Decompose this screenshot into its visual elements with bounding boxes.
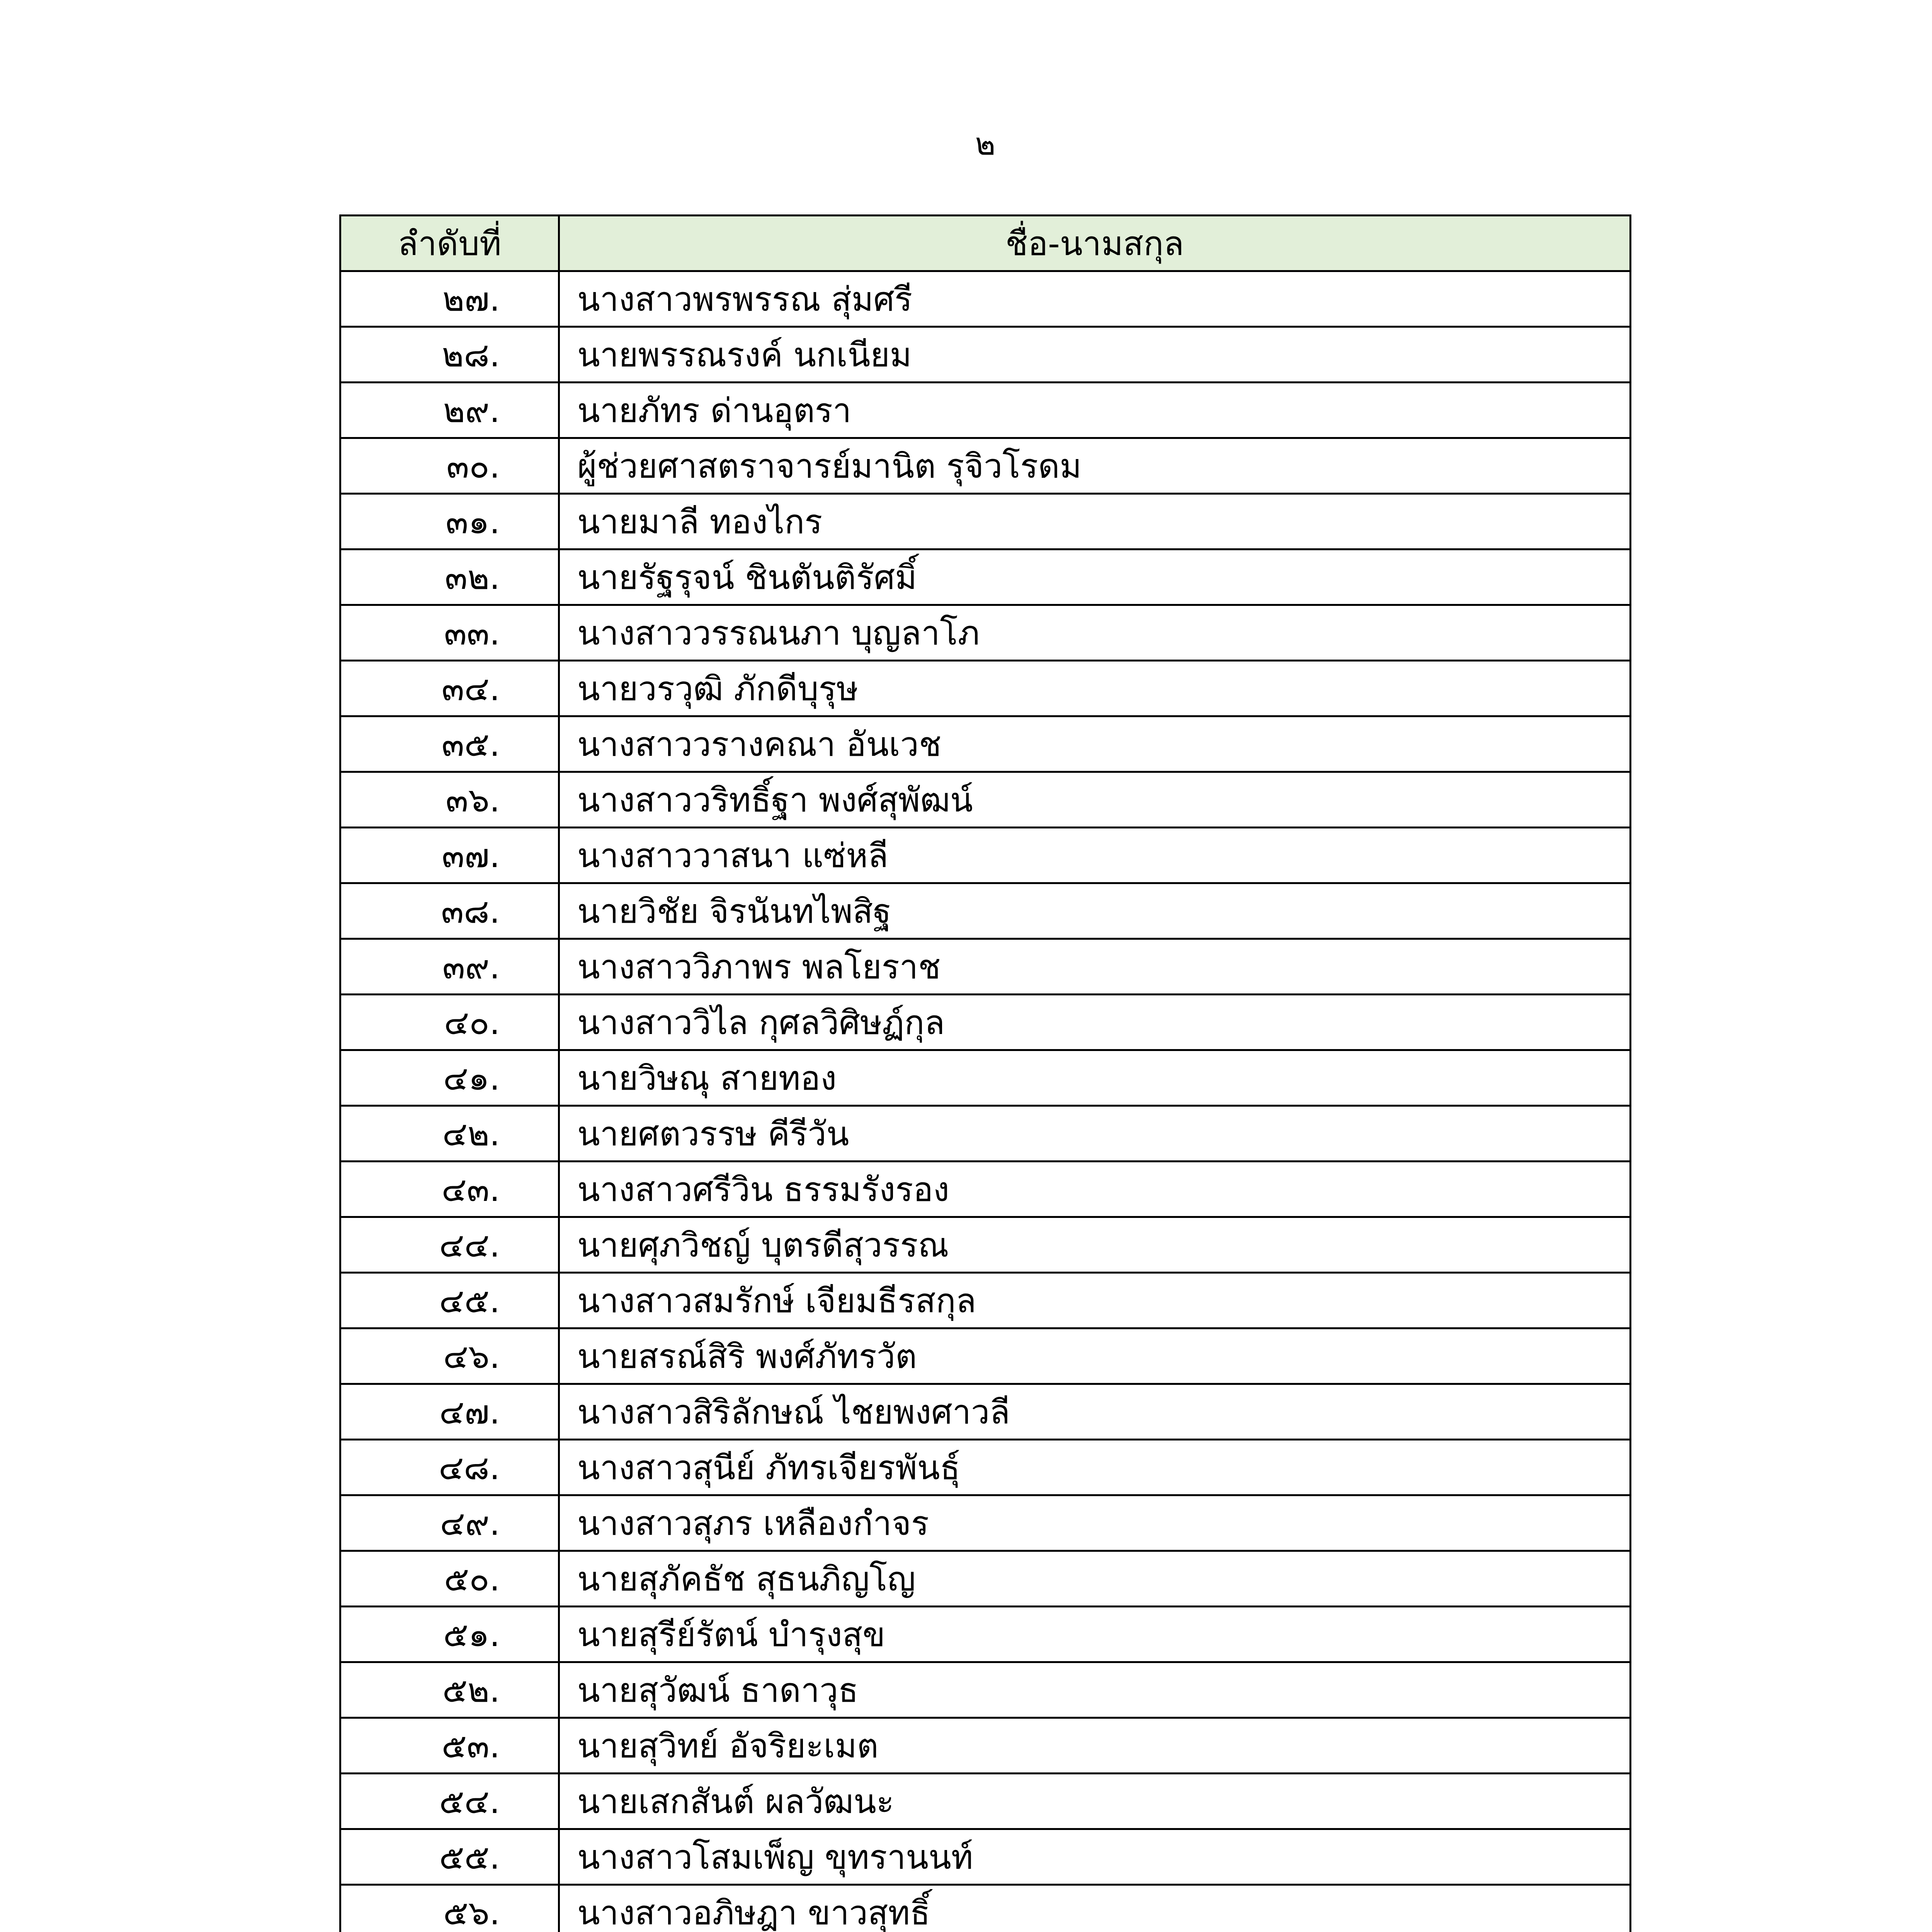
row-full-name: นายพรรณรงค์ นกเนียม <box>559 327 1631 383</box>
table-row <box>340 271 1631 327</box>
row-full-name: นางสาววิภาพร พลโยราช <box>559 939 1631 995</box>
row-full-name: นางสาวสิริลักษณ์ ไชยพงศาวลี <box>559 1384 1631 1440</box>
header-full-name: ชื่อ-นามสกุล <box>559 216 1631 271</box>
table-row <box>340 383 1631 438</box>
row-sequence-number: ๒๗. <box>340 271 559 327</box>
table-row <box>340 883 1631 939</box>
header-sequence: ลำดับที่ <box>340 216 559 271</box>
row-sequence-number: ๓๐. <box>340 438 559 494</box>
row-full-name: นายศุภวิชญ์ บุตรดีสุวรรณ <box>559 1217 1631 1273</box>
row-full-name: นางสาววิไล กุศลวิศิษฏ์กุล <box>559 995 1631 1050</box>
table-row <box>340 1440 1631 1495</box>
row-sequence-number: ๒๙. <box>340 383 559 438</box>
table-body <box>340 271 1631 1932</box>
row-sequence-number: ๓๙. <box>340 939 559 995</box>
row-full-name: นายสุวิทย์ อัจริยะเมต <box>559 1718 1631 1774</box>
row-sequence-number: ๓๕. <box>340 716 559 772</box>
row-sequence-number: ๕๒. <box>340 1662 559 1718</box>
row-full-name: นายศตวรรษ คีรีวัน <box>559 1106 1631 1162</box>
table-row <box>340 438 1631 494</box>
row-full-name: นางสาวโสมเพ็ญ ขุทรานนท์ <box>559 1829 1631 1885</box>
row-sequence-number: ๓๑. <box>340 494 559 549</box>
row-sequence-number: ๔๕. <box>340 1273 559 1328</box>
table-row <box>340 772 1631 828</box>
row-full-name: นายรัฐรุจน์ ชินตันติรัศมิ์ <box>559 549 1631 605</box>
table-row <box>340 1050 1631 1106</box>
row-full-name: นางสาวสุนีย์ ภัทรเจียรพันธุ์ <box>559 1440 1631 1495</box>
row-sequence-number: ๔๘. <box>340 1440 559 1495</box>
row-full-name: นางสาวศรีวิน ธรรมรังรอง <box>559 1162 1631 1217</box>
row-full-name: นายมาลี ทองไกร <box>559 494 1631 549</box>
table-row <box>340 1217 1631 1273</box>
row-full-name: นางสาวสุภร เหลืองกำจร <box>559 1495 1631 1551</box>
table-row <box>340 939 1631 995</box>
row-full-name: นางสาววรรณนภา บุญลาโภ <box>559 605 1631 661</box>
row-full-name: นายสุภัคธัช สุธนภิญโญ <box>559 1551 1631 1607</box>
row-sequence-number: ๕๖. <box>340 1885 559 1932</box>
row-sequence-number: ๓๘. <box>340 883 559 939</box>
row-sequence-number: ๕๕. <box>340 1829 559 1885</box>
row-full-name: นางสาวอภิษฎา ขาวสุทธิ์ <box>559 1885 1631 1932</box>
table-row <box>340 1384 1631 1440</box>
row-sequence-number: ๒๘. <box>340 327 559 383</box>
row-full-name: นางสาววริทธิ์ฐา พงศ์สุพัฒน์ <box>559 772 1631 828</box>
name-list-table <box>339 214 1631 1932</box>
table-row <box>340 1718 1631 1774</box>
table-row <box>340 1551 1631 1607</box>
row-full-name: นางสาววรางคณา อันเวช <box>559 716 1631 772</box>
row-sequence-number: ๓๔. <box>340 661 559 716</box>
table-row <box>340 1495 1631 1551</box>
table-row <box>340 494 1631 549</box>
row-full-name: นายวรวุฒิ ภักดีบุรุษ <box>559 661 1631 716</box>
row-full-name: นางสาวสมรักษ์ เจียมธีรสกุล <box>559 1273 1631 1328</box>
table-row <box>340 661 1631 716</box>
row-sequence-number: ๔๔. <box>340 1217 559 1273</box>
table-row <box>340 995 1631 1050</box>
table-row <box>340 716 1631 772</box>
row-sequence-number: ๔๙. <box>340 1495 559 1551</box>
table-row <box>340 605 1631 661</box>
table-row <box>340 1607 1631 1662</box>
row-full-name: นายสุวัฒน์ ธาดาวุธ <box>559 1662 1631 1718</box>
row-sequence-number: ๕๓. <box>340 1718 559 1774</box>
row-full-name: นางสาววาสนา แซ่หลี <box>559 828 1631 883</box>
row-sequence-number: ๔๓. <box>340 1162 559 1217</box>
row-sequence-number: ๓๓. <box>340 605 559 661</box>
row-full-name: นายวิษณุ สายทอง <box>559 1050 1631 1106</box>
row-sequence-number: ๓๒. <box>340 549 559 605</box>
table-row <box>340 1885 1631 1932</box>
row-full-name: ผู้ช่วยศาสตราจารย์มานิต รุจิวโรดม <box>559 438 1631 494</box>
table-row <box>340 1774 1631 1829</box>
table-row <box>340 549 1631 605</box>
row-sequence-number: ๔๒. <box>340 1106 559 1162</box>
table-row <box>340 327 1631 383</box>
row-sequence-number: ๔๖. <box>340 1328 559 1384</box>
table-header-row <box>340 216 1631 271</box>
row-full-name: นางสาวพรพรรณ สุ่มศรี <box>559 271 1631 327</box>
row-sequence-number: ๕๐. <box>340 1551 559 1607</box>
row-sequence-number: ๓๗. <box>340 828 559 883</box>
row-full-name: นายสรณ์สิริ พงศ์ภัทรวัต <box>559 1328 1631 1384</box>
row-full-name: นายภัทร ด่านอุตรา <box>559 383 1631 438</box>
row-sequence-number: ๕๔. <box>340 1774 559 1829</box>
table-row <box>340 1273 1631 1328</box>
table-row <box>340 1328 1631 1384</box>
table-row <box>340 1662 1631 1718</box>
row-sequence-number: ๔๗. <box>340 1384 559 1440</box>
table-row <box>340 1106 1631 1162</box>
table-row <box>340 1162 1631 1217</box>
table-row <box>340 828 1631 883</box>
table-row <box>340 1829 1631 1885</box>
row-sequence-number: ๕๑. <box>340 1607 559 1662</box>
row-full-name: นายสุรีย์รัตน์ บำรุงสุข <box>559 1607 1631 1662</box>
row-full-name: นายวิชัย จิรนันทไพสิฐ <box>559 883 1631 939</box>
row-full-name: นายเสกสันต์ ผลวัฒนะ <box>559 1774 1631 1829</box>
page-number: ๒ <box>975 126 996 162</box>
row-sequence-number: ๔๑. <box>340 1050 559 1106</box>
row-sequence-number: ๔๐. <box>340 995 559 1050</box>
row-sequence-number: ๓๖. <box>340 772 559 828</box>
